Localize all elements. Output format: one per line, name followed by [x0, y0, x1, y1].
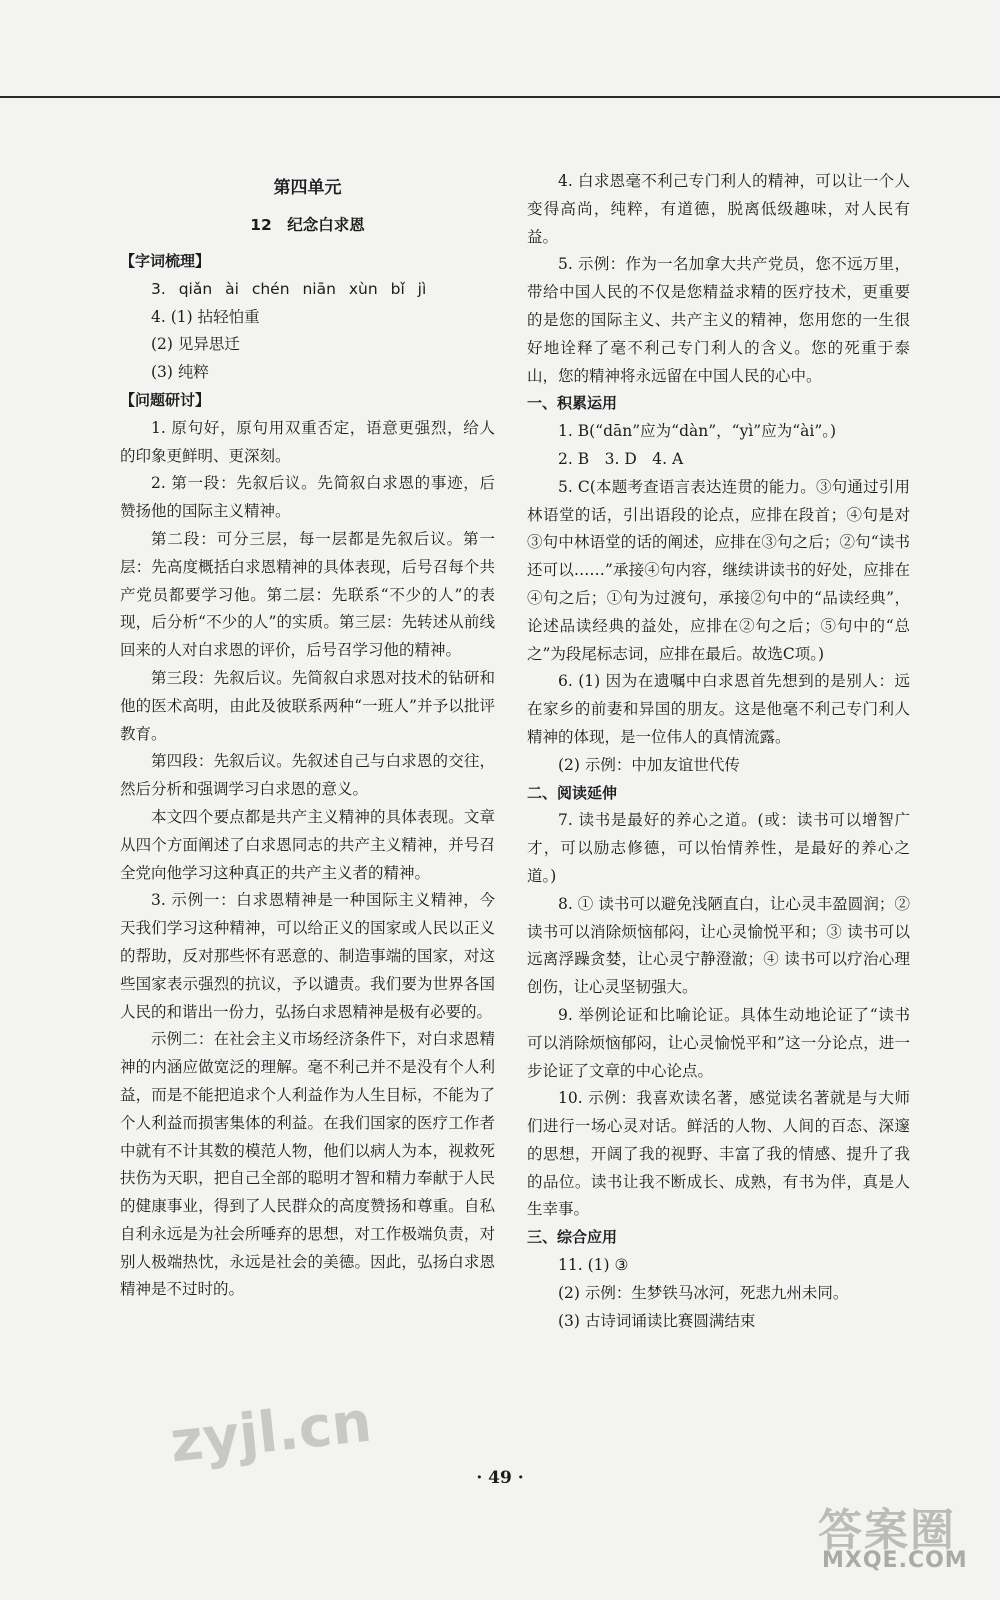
left-column	[120, 168, 495, 1304]
site-watermark: zyjl.cn	[167, 1389, 375, 1476]
paragraph-3-analysis: 第三段：先叙后议。先简叙白求恩对技术的钻研和他的医术高明，由此及彼联系两种“一班人”并予以批评教育。	[120, 668, 495, 743]
paragraph-4-analysis: 第四段：先叙后议。先叙述自己与白求恩的交往，然后分析和强调学习白求恩的意义。	[120, 752, 495, 799]
application-answer-11-3: (3) 古诗词诵读比赛圆满结束	[558, 1311, 756, 1330]
brand-watermark: 答案圈	[818, 1505, 956, 1556]
exercise-answer-6-1: 6. (1) 因为在遗嘱中白求恩首先想到的是别人：远在家乡的前妻和异国的朋友。这是他毫不利己专门利人精神的体现，是一位伟人的真情流露。	[527, 672, 910, 746]
reading-answer-10: 10. 示例：我喜欢读名著，感觉读名著就是与大师们进行一场心灵对话。鲜活的人物、人间的百态、深邃的思想，开阔了我的视野、丰富了我的情感、提升了我的品位。读书让我不断成长、成熟，有书为伴，真是人生幸事。	[527, 1089, 910, 1219]
answer-4-1: 4. (1) 拈轻怕重	[151, 307, 260, 326]
application-answer-11-1: 11. (1) ③	[558, 1256, 629, 1275]
answer-3-pinyin: 3. qiǎn ài chén niān xùn bǐ jì	[151, 279, 427, 298]
header-rule	[0, 96, 1000, 98]
page-number: · 49 ·	[476, 1468, 524, 1488]
reading-answer-7: 7. 读书是最好的养心之道。(或：读书可以增智广才，可以励志修德，可以怡情养性，是最好的养心之道。)	[527, 811, 910, 885]
discussion-answer-1: 1. 原句好，原句用双重否定，语意更强烈，给人的印象更鲜明、更深刻。	[120, 418, 495, 465]
exercise-answer-1: 1. B(“dān”应为“dàn”，“yì”应为“ài”。)	[558, 422, 837, 441]
reading-answer-9: 9. 举例论证和比喻论证。具体生动地论证了“读书可以消除烦恼郁闷，让心灵愉悦平和”这一分论点，进一步论证了文章的中心论点。	[527, 1005, 910, 1080]
discussion-answer-3-example-1: 3. 示例一：白求恩精神是一种国际主义精神，今天我们学习这种精神，可以给正义的国家或人民以正义的帮助，反对那些怀有恶意的、制造事端的国家，对这些国家表示强烈的抗议，予以谴责。我们要为世界各国人民的和谐出一份力，弘扬白求恩精神是极有必要的。	[120, 891, 495, 1021]
unit-title: 第四单元	[273, 178, 342, 198]
exercise-answers-2-4: 2. B 3. D 4. A	[558, 449, 684, 468]
discussion-answer-3-example-2: 示例二：在社会主义市场经济条件下，对白求恩精神的内涵应做宽泛的理解。毫不利己并不是没有个人利益，而是不能把追求个人利益作为人生目标，不能为了个人利益而损害集体的利益。在我们国家的医疗工作者中就有不计其数的模范人物，他们以病人为本，视救死扶伤为天职，把自己全部的聪明才智和精力奉献于人民的健康事业，得到了人民群众的高度赞扬和尊重。自私自利永远是为社会所唾弃的思想，对工作极端负责，对别人极端热忱，永远是社会的美德。因此，弘扬白求恩精神是不过时的。	[120, 1030, 495, 1299]
section-heading-vocab: 【字词梳理】	[120, 252, 211, 270]
discussion-answer-2: 2. 第一段：先叙后议。先简叙白求恩的事迹，后赞扬他的国际主义精神。	[120, 474, 495, 521]
summary-paragraph: 本文四个要点都是共产主义精神的具体表现。文章从四个方面阐述了白求恩同志的共产主义精神，并号召全党向他学习这种真正的共产主义者的精神。	[120, 807, 495, 882]
answer-4-2: (2) 见异思迁	[151, 335, 240, 354]
section-heading-discussion: 【问题研讨】	[120, 390, 211, 409]
domain-watermark: MXQE.COM	[822, 1548, 968, 1573]
paragraph-2-analysis: 第二段：可分三层，每一层都是先叙后议。第一层：先高度概括白求恩精神的具体表现，后号召每个共产党员都要学习他。第二层：先联系“不少的人”的表现，后分析“不少的人”的实质。第三层：先转述从前线回来的人对白求恩的评价，后号召学习他的精神。	[120, 529, 495, 660]
right-column	[527, 168, 910, 1335]
exercise-answer-6-2: (2) 示例：中加友谊世代传	[558, 755, 740, 774]
section-heading-reading: 二、阅读延伸	[527, 783, 618, 802]
application-answer-11-2: (2) 示例：生梦铁马冰河，死悲九州未同。	[558, 1283, 849, 1302]
discussion-answer-4: 4. 白求恩毫不利己专门利人的精神，可以让一个人变得高尚，纯粹，有道德，脱离低级趣味，对人民有益。	[527, 172, 910, 246]
section-heading-application: 三、综合应用	[527, 1228, 618, 1247]
exercise-answer-5: 5. C(本题考查语言表达连贯的能力。③句通过引用林语堂的话，引出语段的论点，应排在段首；④句是对③句中林语堂的话的阐述，应排在③句之后；②句“读书还可以……”承接④句内容，继续讲读书的好处，应排在④句之后；①句为过渡句，承接②句中的“品读经典”，论述品读经典的益处，应排在②句之后；⑤句中的“总之”为段尾标志词，应排在最后。故选C项。)	[527, 477, 910, 663]
discussion-answer-5: 5. 示例：作为一名加拿大共产党员，您不远万里，带给中国人民的不仅是您精益求精的医疗技术，更重要的是您的国际主义、共产主义的精神，您用您的一生很好地诠释了毫不利己专门利人的含义。您的死重于泰山，您的精神将永远留在中国人民的心中。	[527, 255, 910, 385]
lesson-title: 12 纪念白求恩	[250, 216, 365, 234]
section-heading-accumulation: 一、积累运用	[527, 394, 618, 413]
answer-4-3: (3) 纯粹	[151, 363, 209, 382]
reading-answer-8: 8. ① 读书可以避免浅陋直白，让心灵丰盈圆润；② 读书可以消除烦恼郁闷，让心灵愉悦平和；③ 读书可以远离浮躁贪婪，让心灵宁静澄澈；④ 读书可以疗治心理创伤，让心灵坚韧强大。	[527, 894, 910, 997]
